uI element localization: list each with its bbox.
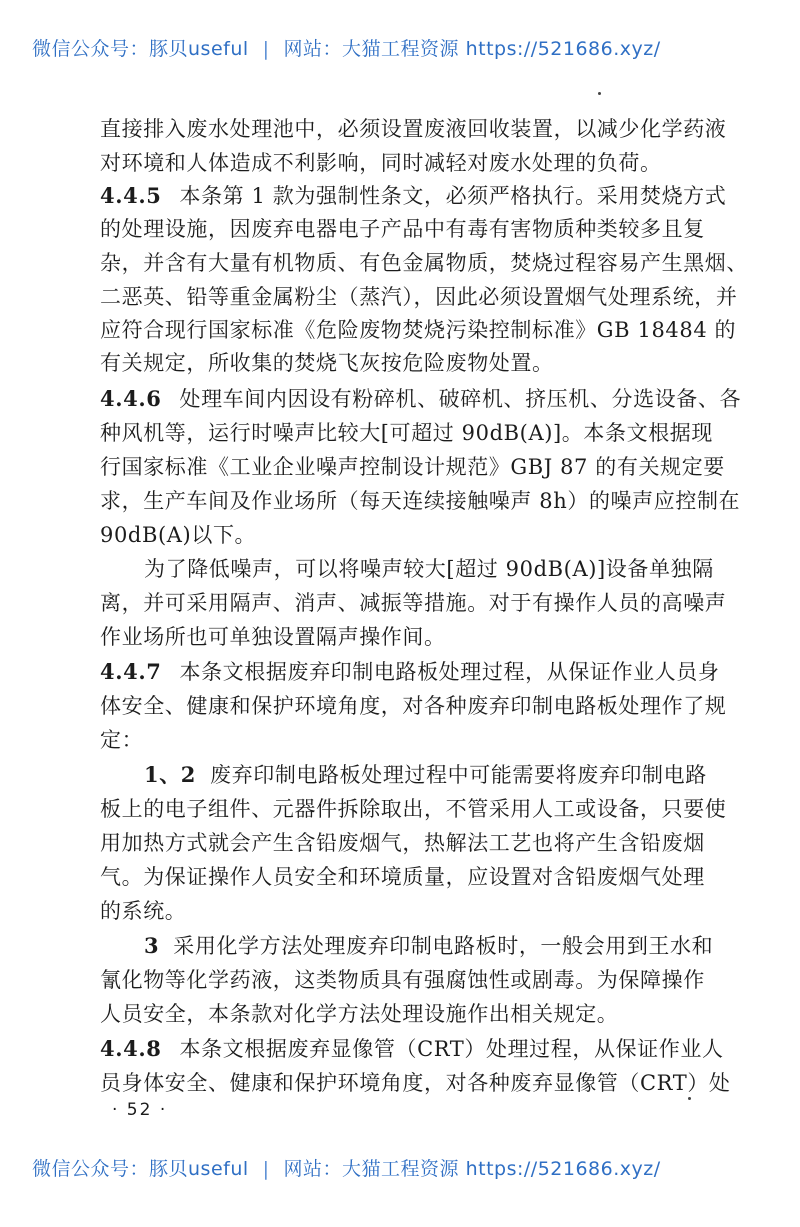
scan-speck — [688, 1097, 691, 1100]
text-line: 直接排入废水处理池中，必须设置废液回收装置，以减少化学药液 — [100, 117, 727, 141]
text-line: 作业场所也可单独设置隔声操作间。 — [100, 625, 446, 649]
text-line: 员身体安全、健康和保护环境角度，对各种废弃显像管（CRT）处 — [100, 1071, 731, 1095]
section-number: 4.4.6 — [100, 386, 162, 411]
watermark-account: 微信公众号：豚贝useful — [32, 38, 249, 60]
text-line: 行国家标准《工业企业噪声控制设计规范》GBJ 87 的有关规定要 — [100, 455, 725, 479]
text-line: 种风机等，运行时噪声比较大[可超过 90dB(A)]。本条文根据现 — [100, 421, 714, 445]
text-line: 90dB(A)以下。 — [100, 523, 257, 547]
watermark-site: 网站：大猫工程资源 https://521686.xyz/ — [283, 38, 661, 60]
item-number: 3 — [144, 933, 160, 958]
section-number: 4.4.7 — [100, 659, 162, 684]
text-line: 板上的电子组件、元器件拆除取出，不管采用人工或设备，只要使 — [100, 797, 727, 821]
text-line: 的系统。 — [100, 899, 187, 923]
section-line: 4.4.8 本条文根据废弃显像管（CRT）处理过程，从保证作业人 — [100, 1036, 724, 1061]
text-line: 为了降低噪声，可以将噪声较大[超过 90dB(A)]设备单独隔 — [144, 557, 714, 581]
text-line: 二恶英、铅等重金属粉尘（蒸汽），因此必须设置烟气处理系统，并 — [100, 285, 738, 309]
section-line: 4.4.6 处理车间内因设有粉碎机、破碎机、挤压机、分选设备、各 — [100, 386, 742, 411]
item-line: 1、2 废弃印制电路板处理过程中可能需要将废弃印制电路 — [144, 762, 707, 787]
text-line: 人员安全，本条款对化学方法处理设施作出相关规定。 — [100, 1002, 619, 1026]
section-line: 4.4.5 本条第 1 款为强制性条文，必须严格执行。采用焚烧方式 — [100, 183, 727, 208]
text-line: 定： — [100, 728, 144, 752]
text-line: 应符合现行国家标准《危险废物焚烧污染控制标准》GB 18484 的 — [100, 318, 737, 342]
watermark-bottom — [32, 1154, 782, 1181]
text-line: 氰化物等化学药液，这类物质具有强腐蚀性或剧毒。为保障操作 — [100, 968, 705, 992]
item-number: 1、2 — [144, 762, 197, 787]
scan-speck — [598, 92, 601, 95]
watermark-account: 微信公众号：豚贝useful — [32, 1158, 249, 1180]
watermark-separator: | — [262, 1158, 270, 1180]
section-line: 4.4.7 本条文根据废弃印制电路板处理过程，从保证作业人员身 — [100, 659, 720, 684]
watermark-separator: | — [262, 38, 270, 60]
text-line: 对环境和人体造成不利影响，同时减轻对废水处理的负荷。 — [100, 151, 662, 175]
item-line: 3 采用化学方法处理废弃印制电路板时，一般会用到王水和 — [144, 933, 714, 958]
section-number: 4.4.8 — [100, 1036, 162, 1061]
text-line: 气。为保证操作人员安全和环境质量，应设置对含铅废烟气处理 — [100, 865, 705, 889]
text-line: 求，生产车间及作业场所（每天连续接触噪声 8h）的噪声应控制在 — [100, 489, 741, 513]
text-line: 用加热方式就会产生含铅废烟气，热解法工艺也将产生含铅废烟 — [100, 831, 705, 855]
text-line: 杂，并含有大量有机物质、有色金属物质，焚烧过程容易产生黑烟、 — [100, 251, 748, 275]
page-number: · 52 · — [112, 1100, 168, 1120]
text-line: 体安全、健康和保护环境角度，对各种废弃印制电路板处理作了规 — [100, 694, 727, 718]
text-line: 有关规定，所收集的焚烧飞灰按危险废物处置。 — [100, 351, 554, 375]
watermark-top — [32, 34, 782, 61]
text-line: 离，并可采用隔声、消声、减振等措施。对于有操作人员的高噪声 — [100, 591, 727, 615]
section-number: 4.4.5 — [100, 183, 162, 208]
text-line: 的处理设施，因废弃电器电子产品中有毒有害物质种类较多且复 — [100, 217, 705, 241]
watermark-site: 网站：大猫工程资源 https://521686.xyz/ — [283, 1158, 661, 1180]
